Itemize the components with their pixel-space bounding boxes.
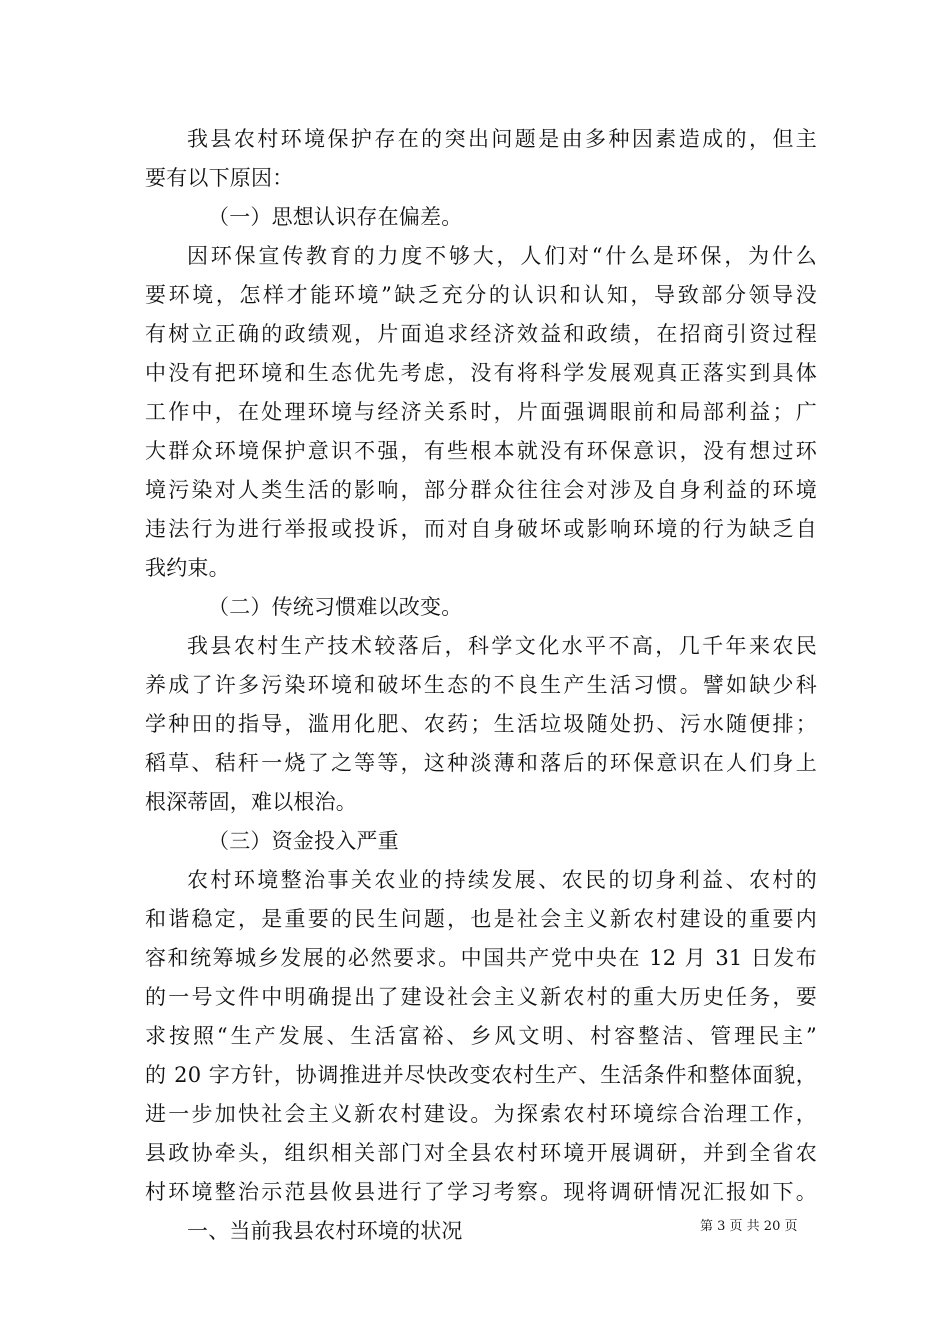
text-line: 稻草、秸秆一烧了之等等，这种淡薄和落后的环保意识在人们身上 (145, 751, 817, 775)
page-number-footer: 第 3 页 共 20 页 (700, 1219, 798, 1234)
text-line: 根深蒂固，难以根治。 (145, 790, 357, 814)
text-line: 农村环境整治事关农业的持续发展、农民的切身利益、农村的 (187, 868, 817, 892)
text-line: 我约束。 (145, 556, 230, 580)
text-line: 大群众环境保护意识不强，有些根本就没有环保意识，没有想过环 (145, 439, 817, 463)
text-line: 要环境，怎样才能环境”缺乏充分的认识和认知，导致部分领导没 (145, 283, 817, 307)
text-line: 养成了许多污染环境和破坏生态的不良生产生活习惯。譬如缺少科 (145, 673, 817, 697)
text-line: 县政协牵头，组织相关部门对全县农村环境开展调研，并到全省农 (145, 1141, 817, 1165)
text-line: 和谐稳定，是重要的民生问题，也是社会主义新农村建设的重要内 (145, 907, 817, 931)
text-line: 中没有把环境和生态优先考虑，没有将科学发展观真正落实到具体 (145, 361, 817, 385)
text-line: 违法行为进行举报或投诉，而对自身破坏或影响环境的行为缺乏自 (145, 517, 817, 541)
text-line: 学种田的指导，滥用化肥、农药；生活垃圾随处扔、污水随便排； (145, 712, 817, 736)
text-line: 村环境整治示范县攸县进行了学习考察。现将调研情况汇报如下。 (145, 1180, 817, 1204)
text-line: 境污染对人类生活的影响，部分群众往往会对涉及自身利益的环境 (145, 478, 817, 502)
text-line: 要有以下原因： (145, 166, 294, 190)
text-line: 求按照“生产发展、生活富裕、乡风文明、村容整洁、管理民主” (145, 1024, 817, 1048)
text-line: 进一步加快社会主义新农村建设。为探索农村环境综合治理工作， (145, 1102, 817, 1126)
text-line: （一）思想认识存在偏差。 (208, 205, 463, 229)
text-line: 容和统筹城乡发展的必然要求。中国共产党中央在 12 月 31 日发布 (145, 946, 817, 970)
text-line: 一、当前我县农村环境的状况 (187, 1219, 463, 1243)
text-line: 我县农村生产技术较落后，科学文化水平不高，几千年来农民 (187, 634, 817, 658)
text-line: 的 20 字方针，协调推进并尽快改变农村生产、生活条件和整体面貌， (145, 1063, 817, 1087)
text-line: 工作中，在处理环境与经济关系时，片面强调眼前和局部利益；广 (145, 400, 817, 424)
text-line: 我县农村环境保护存在的突出问题是由多种因素造成的，但主 (187, 127, 817, 151)
text-line: 有树立正确的政绩观，片面追求经济效益和政绩，在招商引资过程 (145, 322, 817, 346)
text-line: （三）资金投入严重 (208, 829, 399, 853)
text-line: 因环保宣传教育的力度不够大，人们对“什么是环保，为什么 (187, 244, 817, 268)
text-line: （二）传统习惯难以改变。 (208, 595, 463, 619)
text-line: 的一号文件中明确提出了建设社会主义新农村的重大历史任务，要 (145, 985, 817, 1009)
document-body (145, 120, 817, 1251)
